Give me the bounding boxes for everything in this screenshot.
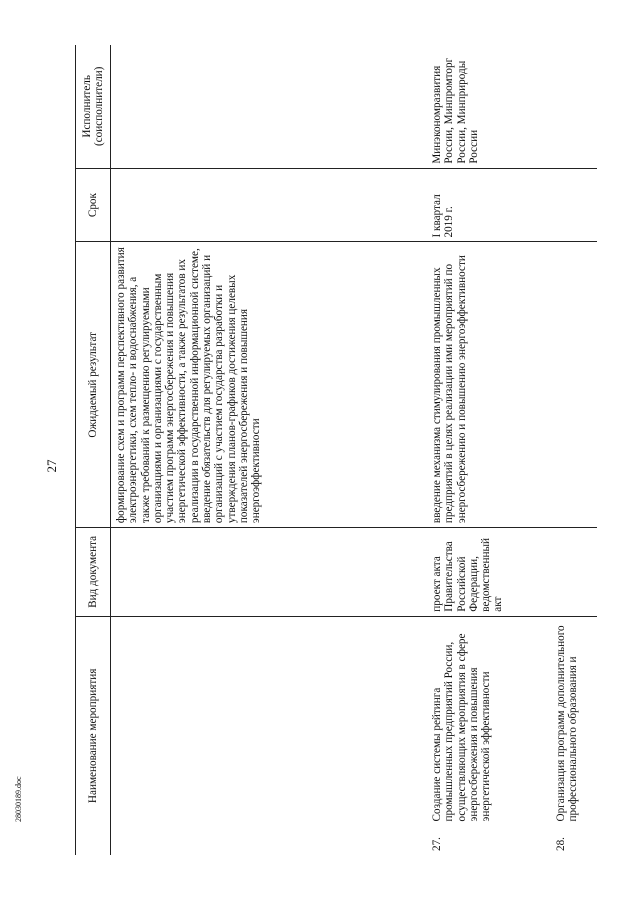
row-name [111, 616, 428, 825]
row-doc-type [551, 528, 597, 617]
table-row [551, 45, 597, 855]
row-name: Организация программ дополнительного профессионального образования и [555, 625, 580, 822]
row-result: введение механизма стимулирования промышленных предприятий в целях реализации ими мероприятий по энергосбережению и повышению энергоэффективности [427, 242, 551, 528]
header-executor: Исполнитель (соисполнители) [76, 45, 111, 168]
table-row [427, 45, 551, 855]
row-term [111, 168, 428, 242]
row-term [551, 168, 597, 242]
header-name: Наименование мероприятия [76, 616, 111, 855]
row-executor: Минэкономразвития России, Минпромторг России, Минприроды России [427, 45, 551, 168]
row-name: Создание системы рейтинга промышленных предприятий России, осуществляющих мероприятия в сфере энергосбережения и повышения энергетической эффективности [431, 633, 493, 822]
row-doc-type [111, 528, 428, 617]
header-result: Ожидаемый результат [76, 242, 111, 528]
page-number: 27 [44, 459, 59, 473]
row-result [551, 242, 597, 528]
row-term: I квартал 2019 г. [427, 168, 551, 242]
header-term: Срок [76, 168, 111, 242]
rotated-table-container [75, 45, 595, 855]
table-row [111, 45, 428, 855]
measures-table [75, 45, 597, 855]
footer-filename: 28030189.doc [14, 776, 23, 822]
table-wrapper [75, 45, 595, 855]
row-result: формирование схем и программ перспективного развития электроэнергетики, схем тепло- и водоснабжения, а также требований к размещению регулируемыми организациями и организациями с государственным участием программ энергосбережения и повышения энергетической эффективности, а также результатов их реализации в государственной информационной системе, введение обязательств для регулируемых организаций и организаций с участием государства разработки и утверждения планов-графиков достижения целевых показателей энергосбережения и повышения энергоэффективности [111, 242, 428, 528]
row-executor [551, 45, 597, 168]
row-doc-type: проект акта Правительства Российской Федерации, ведомственный акт [427, 528, 551, 617]
row-number [111, 825, 428, 855]
row-executor [111, 45, 428, 168]
table-header-row [76, 45, 111, 855]
row-number: 27. [431, 837, 443, 851]
row-number: 28. [555, 837, 567, 851]
header-doc-type: Вид документа [76, 528, 111, 617]
